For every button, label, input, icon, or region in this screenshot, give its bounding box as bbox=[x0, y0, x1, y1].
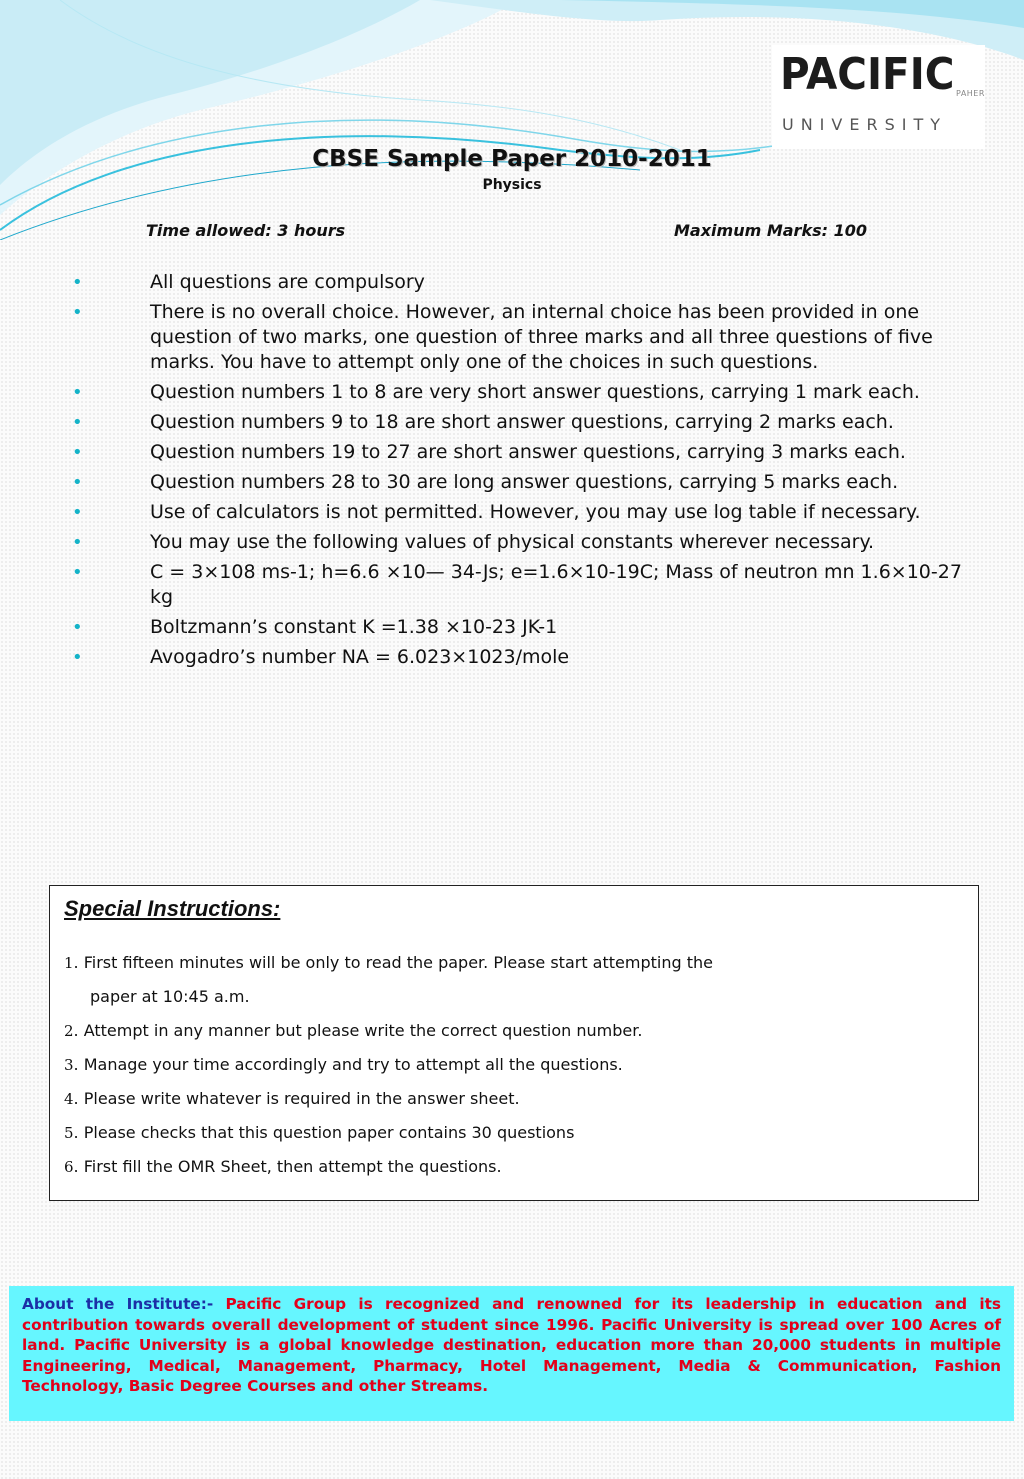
item-text: . Attempt in any manner but please write the correct question number. bbox=[73, 1021, 643, 1040]
bullet-icon: • bbox=[72, 442, 83, 463]
logo-subtext: UNIVERSITY bbox=[782, 115, 947, 134]
special-instruction-item bbox=[64, 1123, 574, 1142]
list-item bbox=[72, 530, 962, 555]
about-label: About the Institute:- bbox=[22, 1295, 214, 1313]
special-instruction-item bbox=[64, 1089, 520, 1108]
bullet-icon: • bbox=[72, 532, 83, 553]
paper-subject: Physics bbox=[482, 177, 542, 193]
list-item bbox=[72, 270, 962, 295]
bullet-icon: • bbox=[72, 272, 83, 293]
bullet-icon: • bbox=[72, 472, 83, 493]
instruction-text: Boltzmann’s constant K =1.38 ×10-23 JK-1 bbox=[150, 616, 558, 638]
item-number: 1 bbox=[64, 954, 74, 972]
about-text: Pacific Group is recognized and renowned for its leadership in education and its contribution towards overall development of student since 1996. Pacific University is spread over 100 Acres of land. Pacific University is a global knowledge destination, education more than 20,000 students in multiple Engineering, Medical, Management, Pharmacy, Hotel Management, Media & Communication, Fashion Technology, Basic Degree Courses and other Streams. bbox=[22, 1295, 1001, 1395]
instruction-text: Question numbers 19 to 27 are short answer questions, carrying 3 marks each. bbox=[150, 441, 906, 463]
instruction-text: Question numbers 1 to 8 are very short answer questions, carrying 1 mark each. bbox=[150, 381, 920, 403]
bullet-icon: • bbox=[72, 412, 83, 433]
about-institute-box bbox=[9, 1286, 1014, 1421]
bullet-icon: • bbox=[72, 617, 83, 638]
instruction-text: All questions are compulsory bbox=[150, 271, 425, 293]
special-instruction-item bbox=[64, 953, 713, 972]
bullet-icon: • bbox=[72, 647, 83, 668]
special-instruction-item bbox=[64, 1055, 623, 1074]
instruction-text: C = 3×108 ms-1; h=6.6 ×10— 34-Js; e=1.6×10-19C; Mass of neutron mn 1.6×10-27 kg bbox=[150, 561, 962, 608]
bullet-icon: • bbox=[72, 562, 83, 583]
logo-tag: PAHER bbox=[956, 89, 985, 98]
list-item bbox=[72, 440, 962, 465]
item-number: 2 bbox=[64, 1022, 74, 1040]
item-number: 5 bbox=[64, 1124, 74, 1142]
bullet-icon: • bbox=[72, 502, 83, 523]
time-allowed: Time allowed: 3 hours bbox=[146, 221, 346, 240]
instruction-text: Avogadro’s number NA = 6.023×1023/mole bbox=[150, 646, 570, 668]
logo-wordmark: PACIFIC bbox=[780, 49, 955, 100]
item-text: . Please write whatever is required in the answer sheet. bbox=[73, 1089, 520, 1108]
list-item bbox=[72, 645, 962, 670]
special-instructions-box bbox=[49, 885, 979, 1201]
general-instructions-list bbox=[72, 270, 962, 675]
item-text: . First fifteen minutes will be only to read the paper. Please start attempting the bbox=[73, 953, 713, 972]
paper-title: CBSE Sample Paper 2010-2011 bbox=[312, 146, 712, 172]
list-item bbox=[72, 300, 962, 375]
item-text: . First fill the OMR Sheet, then attempt the questions. bbox=[73, 1157, 502, 1176]
instruction-text: Question numbers 28 to 30 are long answer questions, carrying 5 marks each. bbox=[150, 471, 899, 493]
item-text: . Please checks that this question paper contains 30 questions bbox=[73, 1123, 575, 1142]
list-item bbox=[72, 500, 962, 525]
list-item bbox=[72, 380, 962, 405]
maximum-marks: Maximum Marks: 100 bbox=[674, 221, 867, 240]
special-instructions-title: Special Instructions: bbox=[64, 896, 281, 921]
list-item bbox=[72, 410, 962, 435]
item-number: 3 bbox=[64, 1056, 74, 1074]
special-instruction-item bbox=[90, 987, 250, 1006]
bullet-icon: • bbox=[72, 302, 83, 323]
list-item bbox=[72, 560, 962, 610]
item-number: 6 bbox=[64, 1158, 74, 1176]
instruction-text: There is no overall choice. However, an internal choice has been provided in one question of two marks, one question of three marks and all three questions of five marks. You have to attempt only one of the choices in such questions. bbox=[150, 301, 933, 373]
pacific-university-logo bbox=[772, 45, 985, 149]
item-text: paper at 10:45 a.m. bbox=[90, 987, 250, 1006]
item-number: 4 bbox=[64, 1090, 74, 1108]
instruction-text: You may use the following values of physical constants wherever necessary. bbox=[150, 531, 875, 553]
item-text: . Manage your time accordingly and try to attempt all the questions. bbox=[73, 1055, 623, 1074]
bullet-icon: • bbox=[72, 382, 83, 403]
list-item bbox=[72, 615, 962, 640]
special-instruction-item bbox=[64, 1021, 642, 1040]
instruction-text: Use of calculators is not permitted. However, you may use log table if necessary. bbox=[150, 501, 921, 523]
special-instruction-item bbox=[64, 1157, 502, 1176]
list-item bbox=[72, 470, 962, 495]
instruction-text: Question numbers 9 to 18 are short answer questions, carrying 2 marks each. bbox=[150, 411, 894, 433]
